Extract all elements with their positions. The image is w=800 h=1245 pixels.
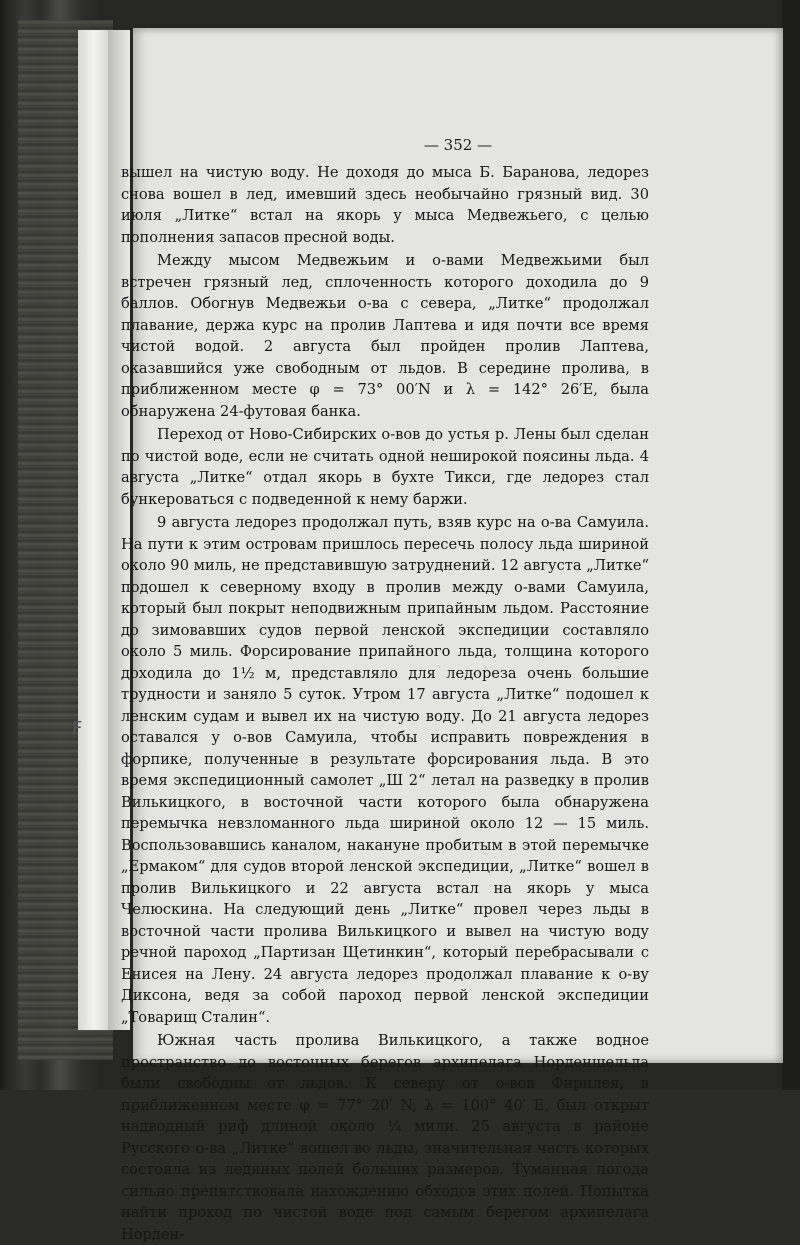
margin-mark: F <box>72 718 83 739</box>
right-shadow <box>782 0 800 1090</box>
paragraph: Южная часть пролива Вилькицкого, а также водное пространство до восточных берегов архипелага Норденшельда были свободны от льдов. К северу от о-вов Фирнлея, в приближенном месте φ = 77° 20′ N, λ = 100° 40′ E, был открыт надводный риф длиной около ¼ мили. 25 августа в районе Русского о-ва „Литке“ вошел во льды, значительная часть которых состояла из ледяных полей больших размеров. Туманная погода сильно препятствовала нахождению обходов этих полей. Попытка найти проход по чистой воде под самым берегом архипелага Норден- <box>121 1032 649 1243</box>
paragraph: 9 августа ледорез продолжал путь, взяв курс на о-ва Самуила. На пути к этим островам пришлось пересечь полосу льда шириной около 90 миль, не представившую затруднений. 12 августа „Литке“ подошел к северному входу в пролив между о-вами Самуила, который был покрыт неподвижным припайным льдом. Расстояние до зимовавших судов первой ленской экспедиции составляло около 5 миль. Форсирование припайного льда, толщина которого доходила до 1½ м, представляло для ледореза очень большие трудности и заняло 5 суток. Утром 17 августа „Литке“ подошел к ленским судам и вывел их на чистую воду. До 21 августа ледорез оставался у о-вов Самуила, чтобы исправить повреждения в форпике, полученные в результате форсирования льда. В это время экспедиционный самолет „Ш 2“ летал на разведку в пролив Вилькицкого, в восточной части которого была обнаружена перемычка невзломанного льда шириной около 12 — 15 миль. Воспользовавшись каналом, накануне пробитым в этой перемычке „Ермаком“ для судов второй ленской экспедиции, „Литке“ вошел в пролив Вилькицкого и 22 августа встал на якорь у мыса Челюскина. На следующий день „Литке“ провел через льды в восточной части пролива Вилькицкого и вывел на чистую воду речной пароход „Партизан Щетинкин“, который перебрасывали с Енисея на Лену. 24 августа ледорез продолжал плавание к о-ву Диксона, ведя за собой пароход первой ленской экспедиции „Товарищ Сталин“. <box>121 514 649 1026</box>
paragraph: Между мысом Медвежьим и о-вами Медвежьими был встречен грязный лед, сплоченность которого доходила до 9 баллов. Обогнув Медвежьи о-ва с севера, „Литке“ продолжал плавание, держа курс на пролив Лаптева и идя почти все время чистой водой. 2 августа был пройден пролив Лаптева, оказавшийся уже свободным от льдов. В середине пролива, в приближенном месте φ = 73° 00′N и λ = 142° 26′E, была обнаружена 24-футовая банка. <box>121 252 649 420</box>
paragraph: Переход от Ново-Сибирских о-вов до устья р. Лены был сделан по чистой воде, если не считать одной неширокой поясины льда. 4 августа „Литке“ отдал якорь в бухте Тикси, где ледорез стал бункероваться с подведенной к нему баржи. <box>121 426 649 508</box>
body-text <box>121 162 649 1245</box>
page-number: — 352 — <box>423 136 493 154</box>
paragraph: вышел на чистую воду. Не доходя до мыса Б. Баранова, ледорез снова вошел в лед, имевший здесь необычайно грязный вид. 30 июля „Литке“ встал на якорь у мыса Медвежьего, с целью пополнения запасов пресной воды. <box>121 164 649 246</box>
